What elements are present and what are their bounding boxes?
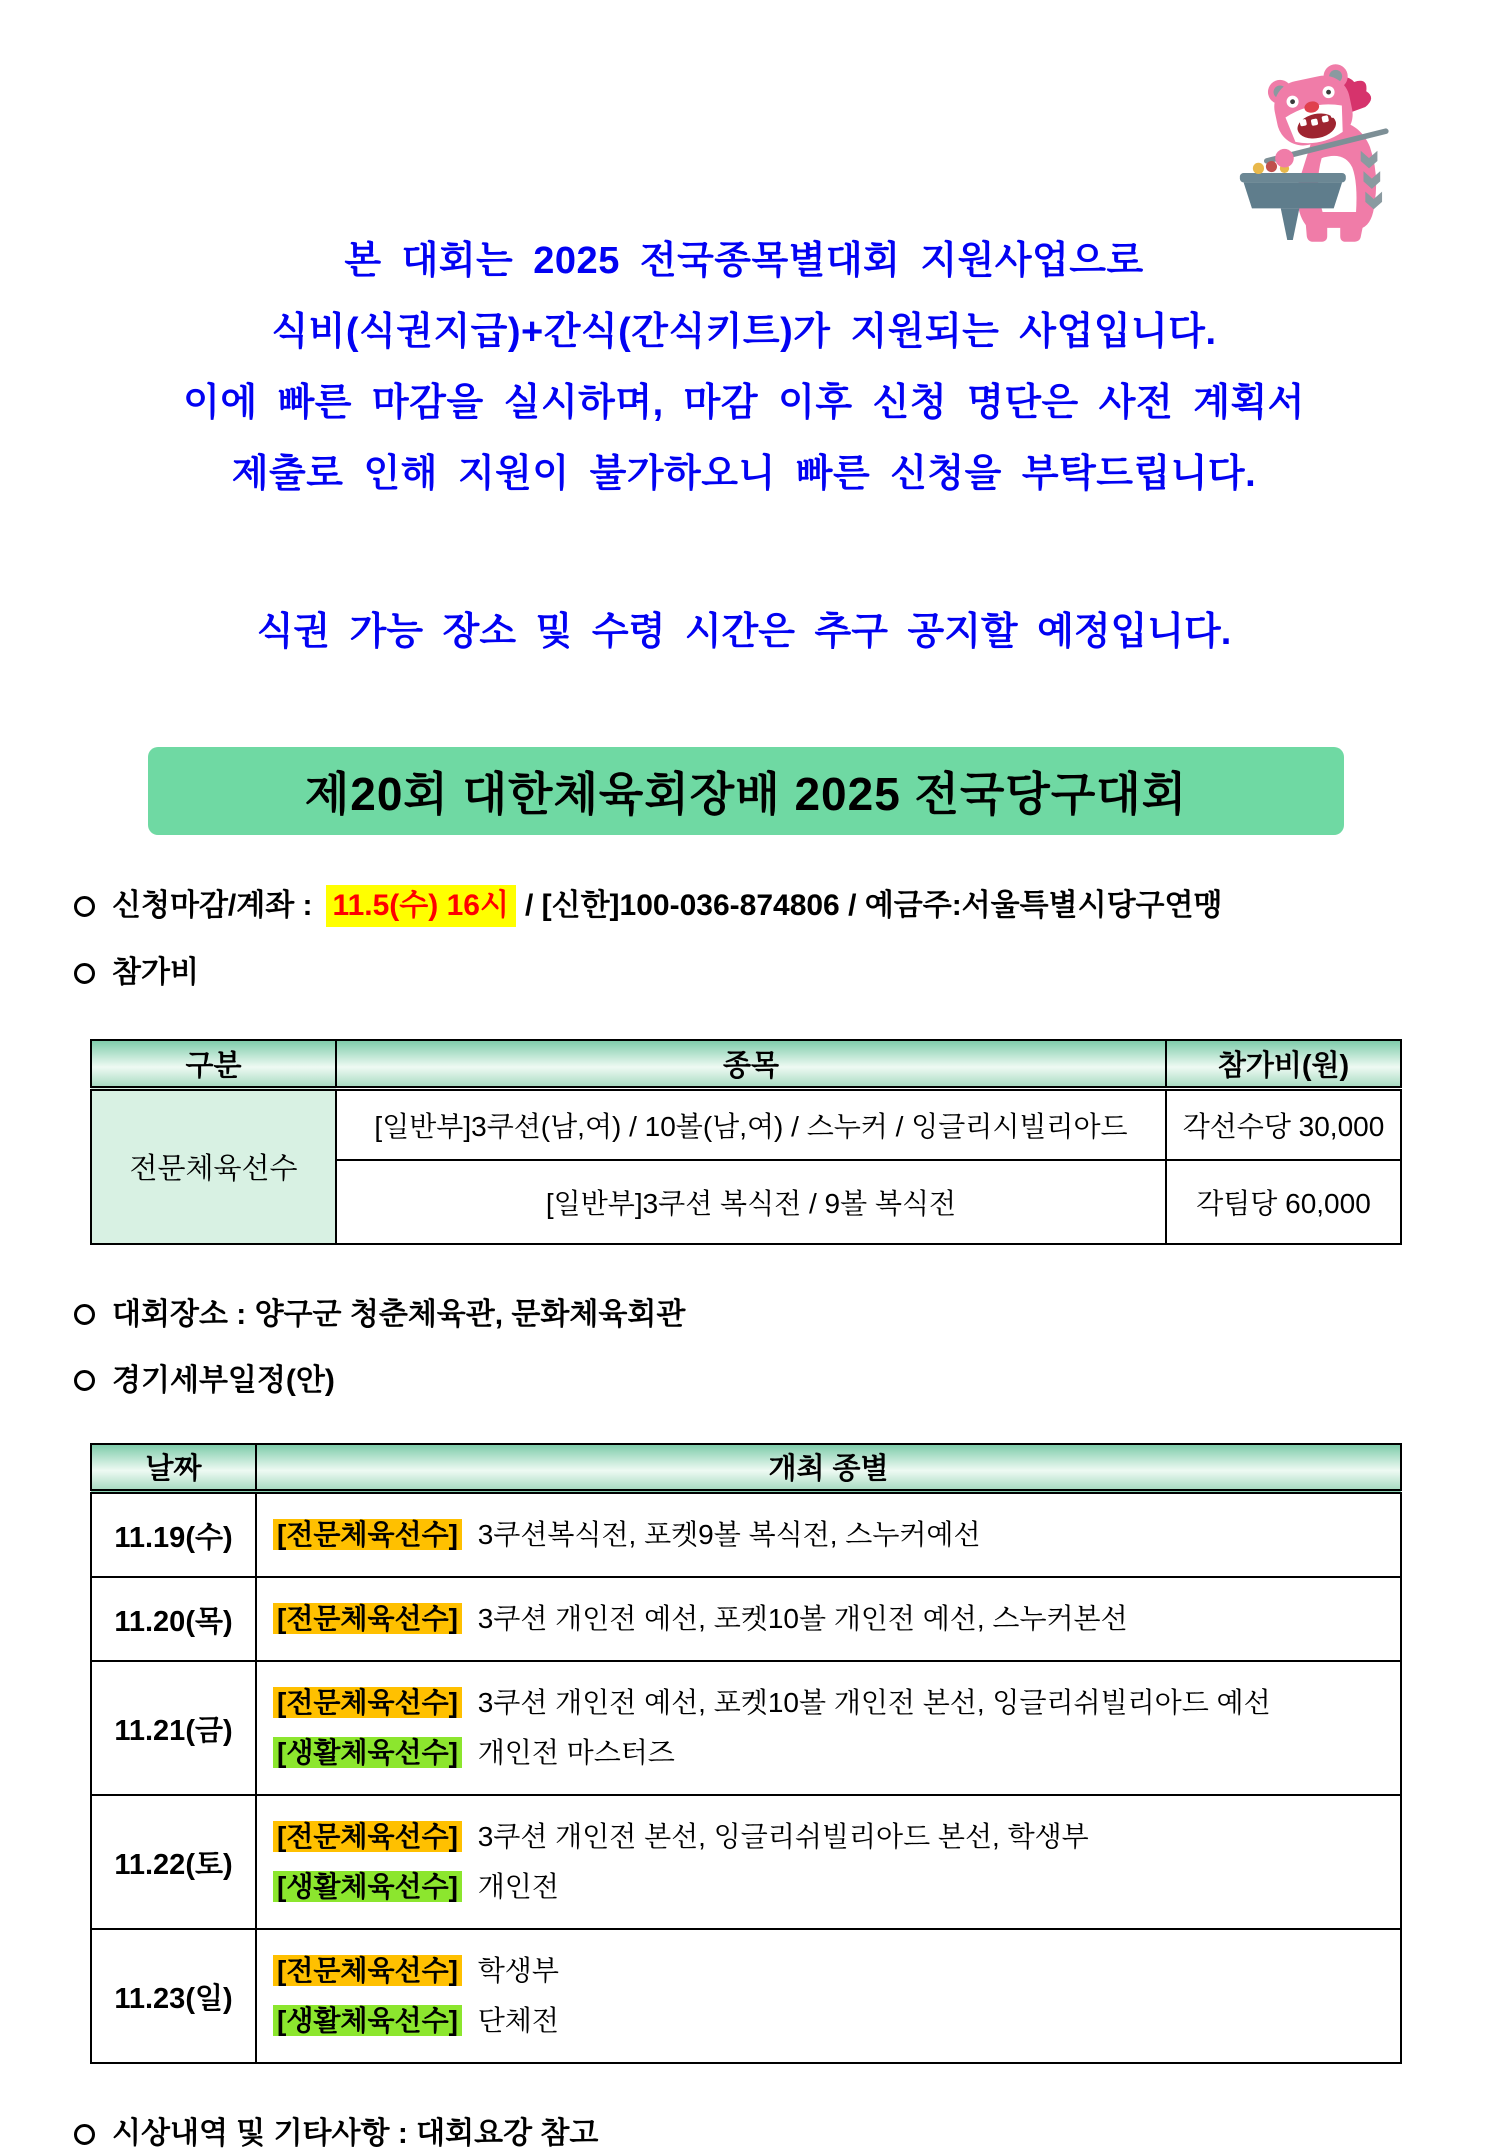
life-athlete-tag: [생활체육선수] <box>273 2005 462 2036</box>
fee-amount-cell: 각선수당 30,000 <box>1166 1088 1401 1160</box>
event-text: 3쿠션 개인전 예선, 포켓10볼 개인전 본선, 잉글리쉬빌리아드 예선 <box>477 1687 1271 1718</box>
schedule-date: 11.21(금) <box>91 1661 256 1795</box>
fee-header-fee: 참가비(원) <box>1166 1040 1401 1088</box>
venue-line <box>74 1295 1488 1335</box>
meal-ticket-notice: 식권 가능 장소 및 수령 시간은 추구 공지할 예정입니다. <box>256 611 1232 653</box>
event-text: 3쿠션 개인전 본선, 잉글리쉬빌리아드 본선, 학생부 <box>477 1821 1089 1852</box>
schedule-row <box>91 1929 1401 2063</box>
billiards-tiger-mascot-image <box>1238 52 1396 242</box>
pro-athlete-tag: [전문체육선수] <box>273 1519 462 1550</box>
event-text: 개인전 <box>477 1871 559 1902</box>
fee-amount-cell: 각팀당 60,000 <box>1166 1160 1401 1244</box>
schedule-events <box>256 1661 1401 1795</box>
circle-bullet-icon <box>74 1370 95 1391</box>
tournament-title: 제20회 대한체육회장배 2025 전국당구대회 <box>304 768 1188 820</box>
awards-text: 시상내역 및 기타사항 : 대회요강 참고 <box>112 2117 599 2150</box>
schedule-date: 11.23(일) <box>91 1929 256 2063</box>
pro-athlete-tag: [전문체육선수] <box>273 1603 462 1634</box>
schedule-event-line <box>273 1730 1390 1776</box>
schedule-table <box>90 1443 1402 2065</box>
pro-athlete-tag: [전문체육선수] <box>273 1687 462 1718</box>
schedule-event-line <box>273 1864 1390 1910</box>
schedule-event-line <box>273 1512 1390 1558</box>
fee-group-cell: 전문체육선수 <box>91 1088 336 1244</box>
fee-header-category: 구분 <box>91 1040 336 1088</box>
schedule-event-line <box>273 1948 1390 1994</box>
schedule-date: 11.20(목) <box>91 1577 256 1661</box>
schedule-event-line <box>273 1596 1390 1642</box>
intro-line: 이에 빠른 마감을 실시하며, 마감 이후 신청 명단은 사전 계획서 <box>183 382 1305 424</box>
schedule-event-line <box>273 1814 1390 1860</box>
life-athlete-tag: [생활체육선수] <box>273 1871 462 1902</box>
event-text: 단체전 <box>477 2005 559 2036</box>
schedule-event-line <box>273 1680 1390 1726</box>
fee-header-event: 종목 <box>336 1040 1166 1088</box>
venue-text: 대회장소 : 양구군 청춘체육관, 문화체육회관 <box>112 1297 686 1331</box>
fee-event-cell: [일반부]3쿠션 복식전 / 9볼 복식전 <box>336 1160 1166 1244</box>
intro-line: 본 대회는 2025 전국종목별대회 지원사업으로 <box>344 240 1144 282</box>
circle-bullet-icon <box>74 2124 95 2145</box>
event-text: 개인전 마스터즈 <box>477 1737 675 1768</box>
event-text: 학생부 <box>477 1955 559 1986</box>
schedule-section-label: 경기세부일정(안) <box>112 1363 335 1397</box>
fee-section-label: 참가비 <box>112 956 199 989</box>
schedule-row <box>91 1577 1401 1661</box>
mascot-icon <box>1238 52 1396 242</box>
circle-bullet-icon <box>74 1304 95 1325</box>
schedule-header-events: 개최 종별 <box>256 1444 1401 1492</box>
deadline-label: 신청마감/계좌 : <box>112 889 313 922</box>
deadline-line <box>74 885 1488 927</box>
schedule-row <box>91 1795 1401 1929</box>
fee-table-header-row <box>91 1040 1401 1088</box>
fee-table-row <box>91 1088 1401 1160</box>
schedule-event-line <box>273 1998 1390 2044</box>
deadline-highlight: 11.5(수) 16시 <box>326 885 516 927</box>
schedule-header-date: 날짜 <box>91 1444 256 1492</box>
life-athlete-tag: [생활체육선수] <box>273 1737 462 1768</box>
schedule-row <box>91 1661 1401 1795</box>
intro-line: 식비(식권지급)+간식(간식키트)가 지원되는 사업입니다. <box>271 311 1217 353</box>
schedule-events <box>256 1929 1401 2063</box>
fee-section-line <box>74 953 1488 993</box>
event-text: 3쿠션복식전, 포켓9볼 복식전, 스누커예선 <box>477 1519 981 1550</box>
pro-athlete-tag: [전문체육선수] <box>273 1821 462 1852</box>
schedule-section-line <box>74 1361 1488 1401</box>
schedule-row <box>91 1492 1401 1578</box>
schedule-header-row <box>91 1444 1401 1492</box>
fee-event-cell: [일반부]3쿠션(남,여) / 10볼(남,여) / 스누커 / 잉글리시빌리아드 <box>336 1088 1166 1160</box>
account-info: / [신한]100-036-874806 / 예금주:서울특별시당구연맹 <box>524 889 1223 922</box>
circle-bullet-icon <box>74 963 95 984</box>
intro-line: 제출로 인해 지원이 불가하오니 빠른 신청을 부탁드립니다. <box>231 453 1257 495</box>
schedule-date: 11.19(수) <box>91 1492 256 1578</box>
fee-table <box>90 1039 1402 1245</box>
awards-line <box>74 2114 1488 2154</box>
title-banner <box>148 747 1344 835</box>
schedule-events <box>256 1795 1401 1929</box>
circle-bullet-icon <box>74 896 95 917</box>
schedule-date: 11.22(토) <box>91 1795 256 1929</box>
pro-athlete-tag: [전문체육선수] <box>273 1955 462 1986</box>
schedule-events <box>256 1492 1401 1578</box>
event-text: 3쿠션 개인전 예선, 포켓10볼 개인전 예선, 스누커본선 <box>477 1603 1128 1634</box>
schedule-events <box>256 1577 1401 1661</box>
